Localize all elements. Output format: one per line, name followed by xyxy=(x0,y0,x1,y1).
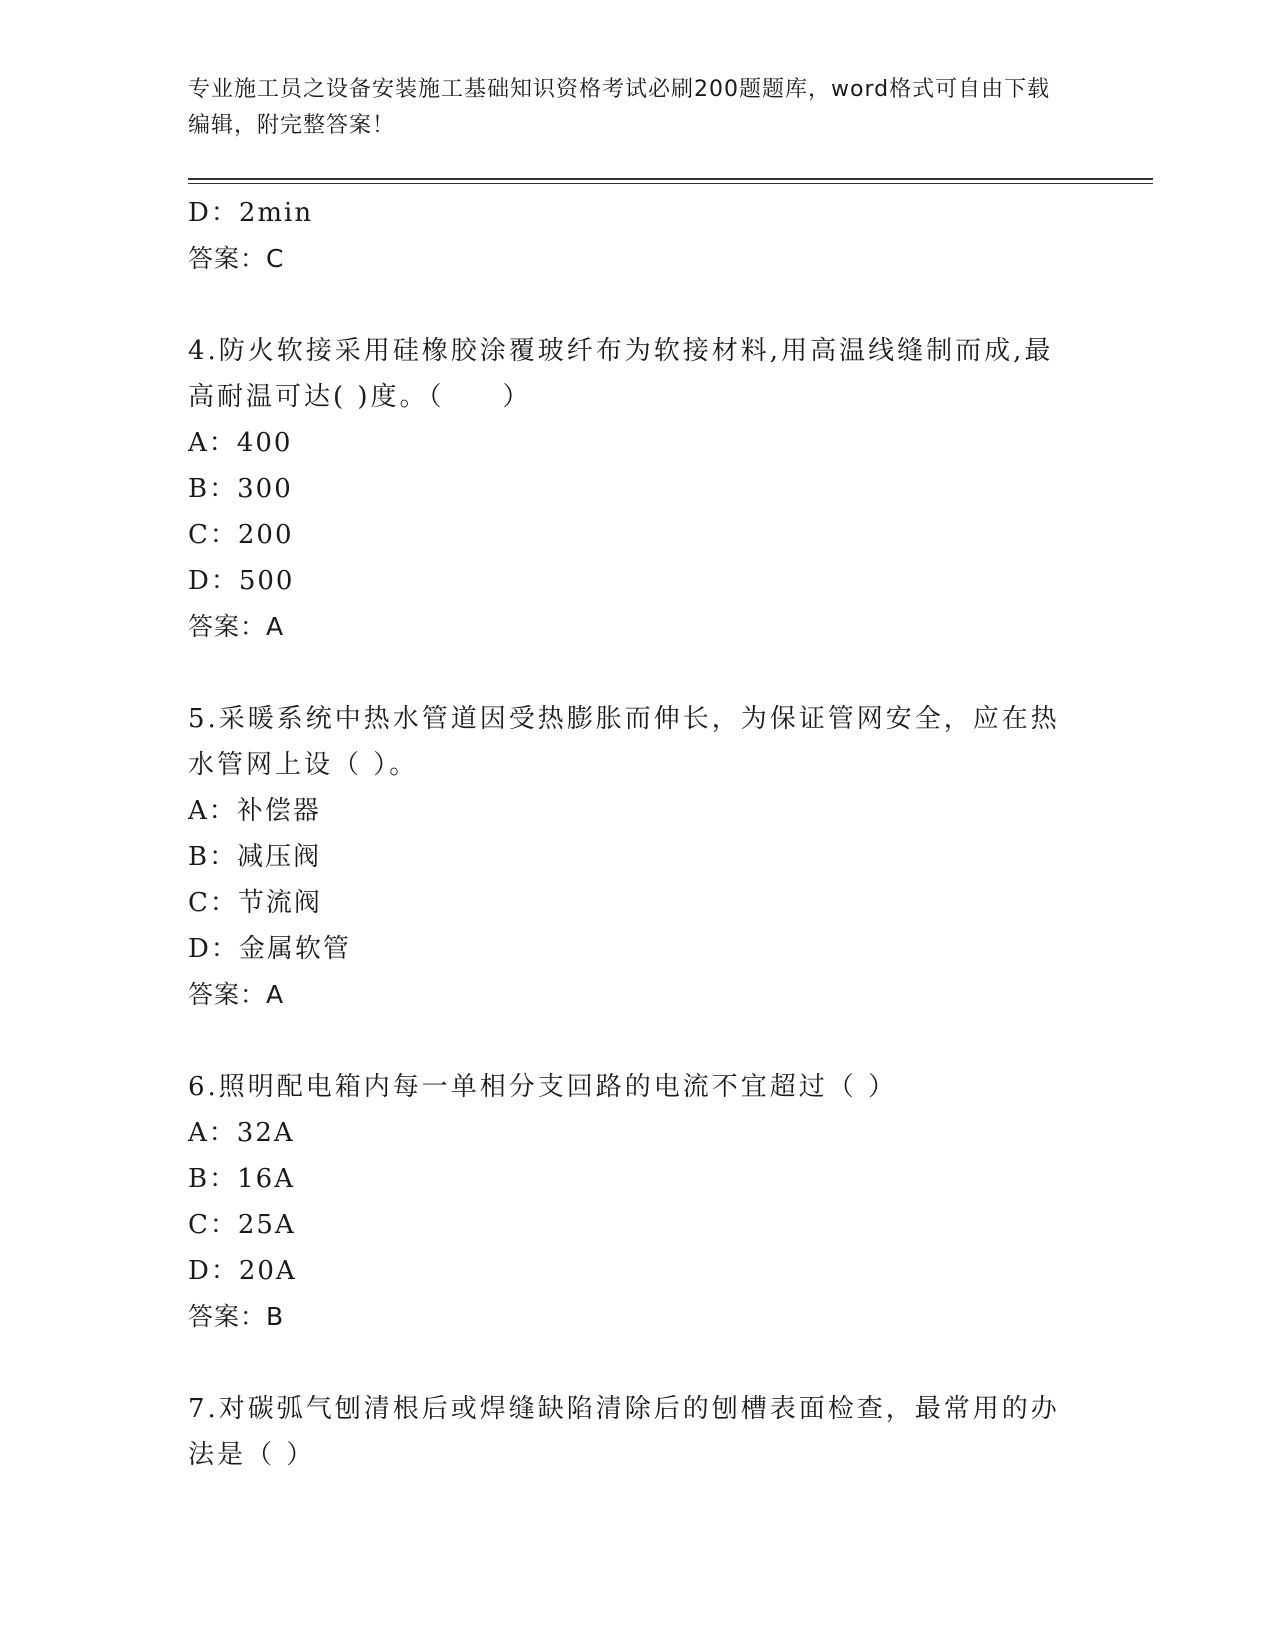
question-block xyxy=(188,1386,1068,1478)
option-a: A：400 xyxy=(188,428,293,458)
option-b: B：300 xyxy=(188,474,293,504)
question-stem: 5.采暖系统中热水管道因受热膨胀而伸长，为保证管网安全，应在热水管网上设（ ）。 xyxy=(188,704,1060,780)
option-d: D：500 xyxy=(188,566,295,596)
option-c: C：节流阀 xyxy=(188,888,322,918)
option-d: D：2min xyxy=(188,198,314,228)
option-d: D：20A xyxy=(188,1256,297,1286)
option-b: B：16A xyxy=(188,1164,295,1194)
answer-line: 答案：C xyxy=(188,244,285,273)
option-a: A：32A xyxy=(188,1118,295,1148)
header-divider-thin xyxy=(188,183,1153,184)
document-header: 专业施工员之设备安装施工基础知识资格考试必刷200题题库，word格式可自由下载编辑，附完整答案！ xyxy=(188,77,1051,138)
question-block xyxy=(188,1064,1068,1340)
answer-line: 答案：A xyxy=(188,612,285,641)
option-c: C：200 xyxy=(188,520,294,550)
question-list xyxy=(188,190,1068,1478)
option-d: D：金属软管 xyxy=(188,934,351,964)
answer-line: 答案：A xyxy=(188,980,285,1009)
question-block xyxy=(188,328,1068,650)
option-b: B：减压阀 xyxy=(188,842,322,872)
answer-line: 答案：B xyxy=(188,1302,285,1331)
question-stem: 7.对碳弧气刨清根后或焊缝缺陷清除后的刨槽表面检查，最常用的办法是（ ） xyxy=(188,1394,1060,1470)
question-stem: 4.防火软接采用硅橡胶涂覆玻纤布为软接材料,用高温线缝制而成,最高耐温可达( )度。（ ） xyxy=(188,336,1054,412)
option-a: A：补偿器 xyxy=(188,796,321,826)
header-divider-thick xyxy=(188,178,1153,180)
question-stem: 6.照明配电箱内每一单相分支回路的电流不宜超过（ ） xyxy=(188,1072,898,1102)
option-c: C：25A xyxy=(188,1210,296,1240)
question-block xyxy=(188,696,1068,1018)
